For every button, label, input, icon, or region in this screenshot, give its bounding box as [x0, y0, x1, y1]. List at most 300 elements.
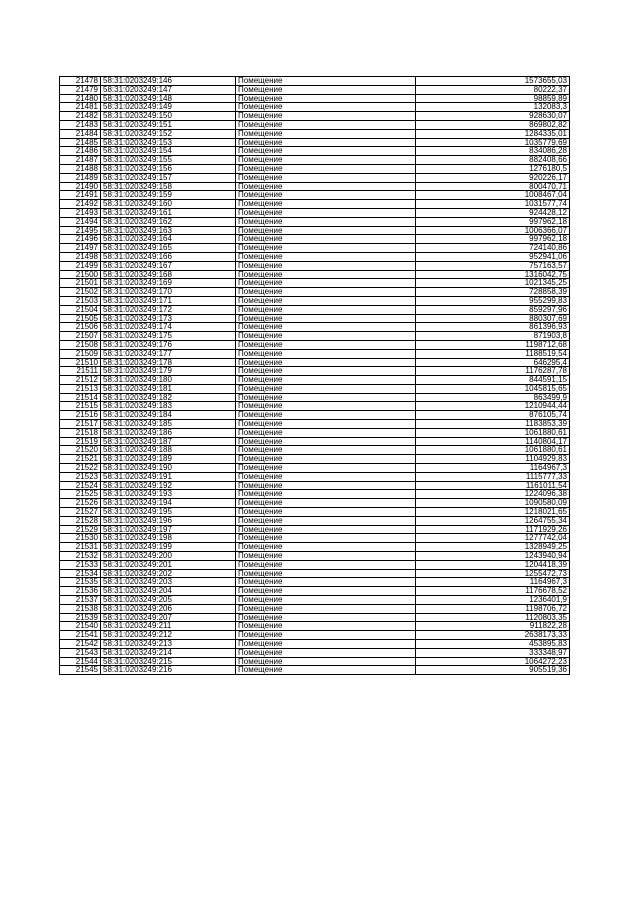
table-row	[60, 173, 570, 182]
row-number-cell: 21512	[60, 376, 101, 385]
object-type-cell: Помещение	[236, 384, 416, 393]
row-number-cell: 21521	[60, 455, 101, 464]
table-row	[60, 534, 570, 543]
row-number-cell: 21495	[60, 226, 101, 235]
row-number-cell: 21493	[60, 208, 101, 217]
row-number-cell: 21497	[60, 244, 101, 253]
value-cell: 1255472,73	[416, 569, 570, 578]
value-cell: 1090580,09	[416, 499, 570, 508]
row-number-cell: 21487	[60, 156, 101, 165]
table-row	[60, 604, 570, 613]
object-type-cell: Помещение	[236, 560, 416, 569]
value-cell: 333348,97	[416, 648, 570, 657]
cadastral-number-cell: 58:31:0203249:184	[101, 411, 236, 420]
row-number-cell: 21532	[60, 552, 101, 561]
table-row	[60, 499, 570, 508]
value-cell: 1035779,69	[416, 138, 570, 147]
cadastral-number-cell: 58:31:0203249:213	[101, 640, 236, 649]
table-row	[60, 332, 570, 341]
value-cell: 997962,18	[416, 235, 570, 244]
value-cell: 1061880,61	[416, 428, 570, 437]
table-row	[60, 182, 570, 191]
value-cell: 920226,17	[416, 173, 570, 182]
cadastral-number-cell: 58:31:0203249:159	[101, 191, 236, 200]
value-cell: 1198706,72	[416, 604, 570, 613]
object-type-cell: Помещение	[236, 120, 416, 129]
table-row	[60, 244, 570, 253]
row-number-cell: 21483	[60, 120, 101, 129]
value-cell: 1115777,33	[416, 472, 570, 481]
value-cell: 1176678,52	[416, 587, 570, 596]
cadastral-number-cell: 58:31:0203249:151	[101, 120, 236, 129]
row-number-cell: 21527	[60, 508, 101, 517]
table-row	[60, 613, 570, 622]
table-row	[60, 666, 570, 675]
cadastral-number-cell: 58:31:0203249:191	[101, 472, 236, 481]
object-type-cell: Помещение	[236, 640, 416, 649]
value-cell: 1104929,83	[416, 455, 570, 464]
object-type-cell: Помещение	[236, 604, 416, 613]
cadastral-number-cell: 58:31:0203249:175	[101, 332, 236, 341]
table-row	[60, 340, 570, 349]
cadastral-number-cell: 58:31:0203249:183	[101, 402, 236, 411]
row-number-cell: 21524	[60, 481, 101, 490]
cadastral-number-cell: 58:31:0203249:161	[101, 208, 236, 217]
object-type-cell: Помещение	[236, 613, 416, 622]
table-row	[60, 437, 570, 446]
table-row	[60, 640, 570, 649]
object-type-cell: Помещение	[236, 112, 416, 121]
table-row	[60, 103, 570, 112]
object-type-cell: Помещение	[236, 428, 416, 437]
table-row	[60, 525, 570, 534]
table-row	[60, 235, 570, 244]
table-row	[60, 288, 570, 297]
object-type-cell: Помещение	[236, 376, 416, 385]
object-type-cell: Помещение	[236, 208, 416, 217]
object-type-cell: Помещение	[236, 446, 416, 455]
row-number-cell: 21528	[60, 516, 101, 525]
row-number-cell: 21506	[60, 323, 101, 332]
table-row	[60, 490, 570, 499]
cadastral-number-cell: 58:31:0203249:202	[101, 569, 236, 578]
table-row	[60, 112, 570, 121]
value-cell: 80222,37	[416, 85, 570, 94]
value-cell: 724140,86	[416, 244, 570, 253]
row-number-cell: 21486	[60, 147, 101, 156]
value-cell: 928630,07	[416, 112, 570, 121]
value-cell: 924428,12	[416, 208, 570, 217]
cadastral-number-cell: 58:31:0203249:170	[101, 288, 236, 297]
row-number-cell: 21518	[60, 428, 101, 437]
row-number-cell: 21514	[60, 393, 101, 402]
row-number-cell: 21511	[60, 367, 101, 376]
row-number-cell: 21502	[60, 288, 101, 297]
cadastral-number-cell: 58:31:0203249:212	[101, 631, 236, 640]
cadastral-number-cell: 58:31:0203249:203	[101, 578, 236, 587]
row-number-cell: 21479	[60, 85, 101, 94]
table-row	[60, 314, 570, 323]
table-row	[60, 147, 570, 156]
property-table-sheet	[59, 76, 570, 675]
value-cell: 834086,28	[416, 147, 570, 156]
cadastral-number-cell: 58:31:0203249:194	[101, 499, 236, 508]
value-cell: 1021345,25	[416, 279, 570, 288]
cadastral-number-cell: 58:31:0203249:176	[101, 340, 236, 349]
object-type-cell: Помещение	[236, 217, 416, 226]
table-row	[60, 217, 570, 226]
value-cell: 1188519,54	[416, 349, 570, 358]
table-row	[60, 296, 570, 305]
cadastral-number-cell: 58:31:0203249:172	[101, 305, 236, 314]
value-cell: 1198712,68	[416, 340, 570, 349]
object-type-cell: Помещение	[236, 323, 416, 332]
value-cell: 1183853,39	[416, 420, 570, 429]
row-number-cell: 21494	[60, 217, 101, 226]
value-cell: 1031577,74	[416, 200, 570, 209]
object-type-cell: Помещение	[236, 437, 416, 446]
value-cell: 728858,39	[416, 288, 570, 297]
cadastral-number-cell: 58:31:0203249:215	[101, 657, 236, 666]
value-cell: 952941,06	[416, 252, 570, 261]
object-type-cell: Помещение	[236, 648, 416, 657]
table-row	[60, 508, 570, 517]
cadastral-number-cell: 58:31:0203249:188	[101, 446, 236, 455]
object-type-cell: Помещение	[236, 455, 416, 464]
value-cell: 1243940,94	[416, 552, 570, 561]
object-type-cell: Помещение	[236, 340, 416, 349]
table-row	[60, 129, 570, 138]
cadastral-number-cell: 58:31:0203249:187	[101, 437, 236, 446]
table-row	[60, 120, 570, 129]
table-row	[60, 596, 570, 605]
row-number-cell: 21510	[60, 358, 101, 367]
row-number-cell: 21535	[60, 578, 101, 587]
table-row	[60, 420, 570, 429]
property-table	[59, 76, 570, 675]
table-body	[60, 77, 570, 675]
table-row	[60, 543, 570, 552]
table-row	[60, 446, 570, 455]
cadastral-number-cell: 58:31:0203249:149	[101, 103, 236, 112]
cadastral-number-cell: 58:31:0203249:165	[101, 244, 236, 253]
cadastral-number-cell: 58:31:0203249:177	[101, 349, 236, 358]
table-row	[60, 384, 570, 393]
value-cell: 1008467,04	[416, 191, 570, 200]
table-row	[60, 270, 570, 279]
value-cell: 955299,83	[416, 296, 570, 305]
row-number-cell: 21482	[60, 112, 101, 121]
value-cell: 1573655,03	[416, 77, 570, 86]
object-type-cell: Помещение	[236, 393, 416, 402]
object-type-cell: Помещение	[236, 94, 416, 103]
cadastral-number-cell: 58:31:0203249:198	[101, 534, 236, 543]
object-type-cell: Помещение	[236, 349, 416, 358]
cadastral-number-cell: 58:31:0203249:186	[101, 428, 236, 437]
value-cell: 2638173,33	[416, 631, 570, 640]
value-cell: 911822,28	[416, 622, 570, 631]
object-type-cell: Помещение	[236, 657, 416, 666]
object-type-cell: Помещение	[236, 138, 416, 147]
cadastral-number-cell: 58:31:0203249:150	[101, 112, 236, 121]
row-number-cell: 21499	[60, 261, 101, 270]
row-number-cell: 21526	[60, 499, 101, 508]
table-row	[60, 411, 570, 420]
value-cell: 863499,9	[416, 393, 570, 402]
object-type-cell: Помещение	[236, 534, 416, 543]
table-row	[60, 587, 570, 596]
value-cell: 1277742,04	[416, 534, 570, 543]
object-type-cell: Помещение	[236, 85, 416, 94]
cadastral-number-cell: 58:31:0203249:195	[101, 508, 236, 517]
row-number-cell: 21501	[60, 279, 101, 288]
row-number-cell: 21516	[60, 411, 101, 420]
value-cell: 1316042,75	[416, 270, 570, 279]
table-row	[60, 657, 570, 666]
value-cell: 869802,82	[416, 120, 570, 129]
object-type-cell: Помещение	[236, 508, 416, 517]
object-type-cell: Помещение	[236, 235, 416, 244]
object-type-cell: Помещение	[236, 252, 416, 261]
row-number-cell: 21489	[60, 173, 101, 182]
value-cell: 1328949,25	[416, 543, 570, 552]
object-type-cell: Помещение	[236, 103, 416, 112]
table-row	[60, 358, 570, 367]
object-type-cell: Помещение	[236, 578, 416, 587]
row-number-cell: 21504	[60, 305, 101, 314]
value-cell: 859297,96	[416, 305, 570, 314]
row-number-cell: 21545	[60, 666, 101, 675]
cadastral-number-cell: 58:31:0203249:160	[101, 200, 236, 209]
cadastral-number-cell: 58:31:0203249:168	[101, 270, 236, 279]
row-number-cell: 21542	[60, 640, 101, 649]
object-type-cell: Помещение	[236, 226, 416, 235]
value-cell: 905519,36	[416, 666, 570, 675]
object-type-cell: Помещение	[236, 358, 416, 367]
row-number-cell: 21496	[60, 235, 101, 244]
table-row	[60, 516, 570, 525]
object-type-cell: Помещение	[236, 279, 416, 288]
cadastral-number-cell: 58:31:0203249:182	[101, 393, 236, 402]
object-type-cell: Помещение	[236, 332, 416, 341]
cadastral-number-cell: 58:31:0203249:169	[101, 279, 236, 288]
row-number-cell: 21523	[60, 472, 101, 481]
value-cell: 1176287,78	[416, 367, 570, 376]
table-row	[60, 305, 570, 314]
table-row	[60, 464, 570, 473]
value-cell: 453895,83	[416, 640, 570, 649]
object-type-cell: Помещение	[236, 129, 416, 138]
object-type-cell: Помещение	[236, 569, 416, 578]
value-cell: 880307,69	[416, 314, 570, 323]
row-number-cell: 21539	[60, 613, 101, 622]
value-cell: 757163,57	[416, 261, 570, 270]
object-type-cell: Помещение	[236, 296, 416, 305]
table-row	[60, 252, 570, 261]
row-number-cell: 21540	[60, 622, 101, 631]
table-row	[60, 156, 570, 165]
object-type-cell: Помещение	[236, 261, 416, 270]
object-type-cell: Помещение	[236, 622, 416, 631]
object-type-cell: Помещение	[236, 481, 416, 490]
object-type-cell: Помещение	[236, 596, 416, 605]
row-number-cell: 21529	[60, 525, 101, 534]
row-number-cell: 21544	[60, 657, 101, 666]
value-cell: 1204418,39	[416, 560, 570, 569]
object-type-cell: Помещение	[236, 244, 416, 253]
object-type-cell: Помещение	[236, 147, 416, 156]
cadastral-number-cell: 58:31:0203249:193	[101, 490, 236, 499]
cadastral-number-cell: 58:31:0203249:158	[101, 182, 236, 191]
cadastral-number-cell: 58:31:0203249:201	[101, 560, 236, 569]
row-number-cell: 21484	[60, 129, 101, 138]
cadastral-number-cell: 58:31:0203249:178	[101, 358, 236, 367]
object-type-cell: Помещение	[236, 464, 416, 473]
row-number-cell: 21490	[60, 182, 101, 191]
value-cell: 1171929,26	[416, 525, 570, 534]
table-row	[60, 622, 570, 631]
value-cell: 132083,3	[416, 103, 570, 112]
row-number-cell: 21520	[60, 446, 101, 455]
value-cell: 1164967,3	[416, 578, 570, 587]
table-row	[60, 85, 570, 94]
cadastral-number-cell: 58:31:0203249:200	[101, 552, 236, 561]
row-number-cell: 21530	[60, 534, 101, 543]
value-cell: 98859,89	[416, 94, 570, 103]
cadastral-number-cell: 58:31:0203249:205	[101, 596, 236, 605]
object-type-cell: Помещение	[236, 314, 416, 323]
object-type-cell: Помещение	[236, 587, 416, 596]
cadastral-number-cell: 58:31:0203249:189	[101, 455, 236, 464]
object-type-cell: Помещение	[236, 499, 416, 508]
row-number-cell: 21543	[60, 648, 101, 657]
table-row	[60, 200, 570, 209]
row-number-cell: 21536	[60, 587, 101, 596]
table-row	[60, 226, 570, 235]
row-number-cell: 21488	[60, 164, 101, 173]
value-cell: 1161011,54	[416, 481, 570, 490]
object-type-cell: Помещение	[236, 200, 416, 209]
object-type-cell: Помещение	[236, 191, 416, 200]
row-number-cell: 21534	[60, 569, 101, 578]
row-number-cell: 21522	[60, 464, 101, 473]
cadastral-number-cell: 58:31:0203249:163	[101, 226, 236, 235]
value-cell: 1045815,65	[416, 384, 570, 393]
object-type-cell: Помещение	[236, 182, 416, 191]
cadastral-number-cell: 58:31:0203249:167	[101, 261, 236, 270]
object-type-cell: Помещение	[236, 77, 416, 86]
cadastral-number-cell: 58:31:0203249:174	[101, 323, 236, 332]
object-type-cell: Помещение	[236, 490, 416, 499]
object-type-cell: Помещение	[236, 516, 416, 525]
cadastral-number-cell: 58:31:0203249:166	[101, 252, 236, 261]
object-type-cell: Помещение	[236, 472, 416, 481]
table-row	[60, 569, 570, 578]
cadastral-number-cell: 58:31:0203249:164	[101, 235, 236, 244]
table-row	[60, 323, 570, 332]
value-cell: 1284335,01	[416, 129, 570, 138]
table-row	[60, 393, 570, 402]
value-cell: 1164967,3	[416, 464, 570, 473]
row-number-cell: 21509	[60, 349, 101, 358]
value-cell: 882408,66	[416, 156, 570, 165]
row-number-cell: 21485	[60, 138, 101, 147]
cadastral-number-cell: 58:31:0203249:153	[101, 138, 236, 147]
row-number-cell: 21507	[60, 332, 101, 341]
value-cell: 646295,4	[416, 358, 570, 367]
cadastral-number-cell: 58:31:0203249:207	[101, 613, 236, 622]
object-type-cell: Помещение	[236, 420, 416, 429]
value-cell: 1264755,34	[416, 516, 570, 525]
cadastral-number-cell: 58:31:0203249:156	[101, 164, 236, 173]
row-number-cell: 21519	[60, 437, 101, 446]
table-row	[60, 648, 570, 657]
row-number-cell: 21478	[60, 77, 101, 86]
row-number-cell: 21541	[60, 631, 101, 640]
cadastral-number-cell: 58:31:0203249:190	[101, 464, 236, 473]
row-number-cell: 21481	[60, 103, 101, 112]
value-cell: 1218021,65	[416, 508, 570, 517]
row-number-cell: 21513	[60, 384, 101, 393]
table-row	[60, 376, 570, 385]
row-number-cell: 21505	[60, 314, 101, 323]
object-type-cell: Помещение	[236, 288, 416, 297]
row-number-cell: 21533	[60, 560, 101, 569]
cadastral-number-cell: 58:31:0203249:155	[101, 156, 236, 165]
table-row	[60, 402, 570, 411]
cadastral-number-cell: 58:31:0203249:216	[101, 666, 236, 675]
table-row	[60, 455, 570, 464]
object-type-cell: Помещение	[236, 367, 416, 376]
cadastral-number-cell: 58:31:0203249:185	[101, 420, 236, 429]
object-type-cell: Помещение	[236, 305, 416, 314]
row-number-cell: 21480	[60, 94, 101, 103]
table-row	[60, 138, 570, 147]
value-cell: 1210944,44	[416, 402, 570, 411]
cadastral-number-cell: 58:31:0203249:181	[101, 384, 236, 393]
object-type-cell: Помещение	[236, 543, 416, 552]
row-number-cell: 21515	[60, 402, 101, 411]
value-cell: 844591,15	[416, 376, 570, 385]
object-type-cell: Помещение	[236, 552, 416, 561]
value-cell: 876105,74	[416, 411, 570, 420]
cadastral-number-cell: 58:31:0203249:152	[101, 129, 236, 138]
cadastral-number-cell: 58:31:0203249:154	[101, 147, 236, 156]
object-type-cell: Помещение	[236, 411, 416, 420]
cadastral-number-cell: 58:31:0203249:162	[101, 217, 236, 226]
object-type-cell: Помещение	[236, 402, 416, 411]
value-cell: 1061880,61	[416, 446, 570, 455]
cadastral-number-cell: 58:31:0203249:146	[101, 77, 236, 86]
row-number-cell: 21525	[60, 490, 101, 499]
row-number-cell: 21508	[60, 340, 101, 349]
cadastral-number-cell: 58:31:0203249:179	[101, 367, 236, 376]
table-row	[60, 208, 570, 217]
row-number-cell: 21537	[60, 596, 101, 605]
table-row	[60, 191, 570, 200]
row-number-cell: 21492	[60, 200, 101, 209]
row-number-cell: 21500	[60, 270, 101, 279]
row-number-cell: 21538	[60, 604, 101, 613]
cadastral-number-cell: 58:31:0203249:192	[101, 481, 236, 490]
value-cell: 1140804,17	[416, 437, 570, 446]
cadastral-number-cell: 58:31:0203249:180	[101, 376, 236, 385]
cadastral-number-cell: 58:31:0203249:214	[101, 648, 236, 657]
value-cell: 1224096,38	[416, 490, 570, 499]
cadastral-number-cell: 58:31:0203249:147	[101, 85, 236, 94]
object-type-cell: Помещение	[236, 525, 416, 534]
cadastral-number-cell: 58:31:0203249:204	[101, 587, 236, 596]
